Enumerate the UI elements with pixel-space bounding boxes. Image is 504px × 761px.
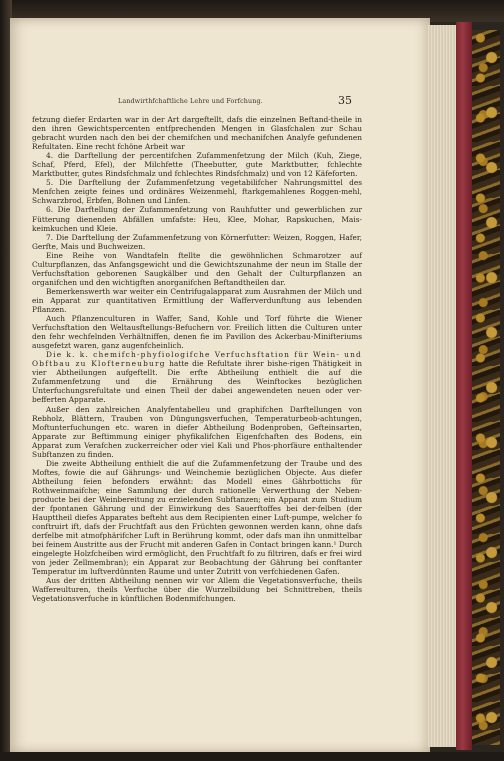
paragraph: Eine Reihe von Wandtafeln ftellte die gewöhnlichen Schmarotzer auf Culturpflanzen, das Anfangsgewicht und die Gewichtszunahme der neun im Stalle der Verfuchsftation geborenen Saugkälber und den Gehalt der Culturpflanzen an organifchen und den wichtigften anorganifchen Beftandtheilen dar. [32, 250, 362, 287]
paragraph [32, 350, 362, 404]
scan-bottom-border [0, 752, 504, 761]
paragraph: 6. Die Darftellung der Zufammenfetzung von Rauhfutter und gewerblichen zur Fütterung dienenden Abfällen umfafste: Heu, Klee, Mohar, Rapskuchen, Mais-keimkuchen und Kleie. [32, 205, 362, 233]
spaced-institution-name: Die k. k. chemifch-phyfiologifche Verfuchsftation für Wein- und Obftbau zu Klofterneuburg [32, 350, 362, 369]
marbled-endpaper [472, 30, 500, 745]
paragraph: Auch Pflanzenculturen in Waffer, Sand, Kohle und Torf führte die Wiener Verfuchsftation den Weltausftellungs-Befuchern vor. Freilich litten die Culturen unter den fehr wechfelnden Verhältniffen, denen fie im Pavillon des Ackerbau-Minifteriums ausgefetzt waren, ganz augenfcheinlich. [32, 314, 362, 351]
paragraph: Außer den zahlreichen Analyfentabelleu und graphifchen Darftellungen von Rebholz, Blättern, Trauben von Düngungsverfuchen, Temperaturbeob-achtungen, Moftunterfuchungen etc. waren in diefer Abtheilung Bodenproben, Gefteinsarten, Apparate zur Beftimmung einiger phyfikalifchen Eigenfchaften des Bodens, ein Apparat zum Verafchen zuckerreicher oder viel Kali und Phos-phorfäure enthaltender Subftanzen zu finden. [32, 404, 362, 459]
running-header: Landwirthfchaftliche Lehre und Forfchung. [118, 97, 263, 105]
paragraph-continuation: hatte die Refultate ihrer bishe-rigen Thätigkeit in vier Abtheilungen aufgeftellt. Die erfte Abtheilung enthielt die auf die Zufammenfetzung und die Ernährung des Weinftockes bezüglichen Unterfuchungsrefultate und einen Theil der dabei angewendeten neuen oder ver-befferten Apparate. [32, 359, 362, 405]
page-edges [428, 25, 456, 747]
paragraph: 4. die Darftellung der percentifchen Zufammenfetzung der Milch (Kuh, Ziege, Schaf, Pferd, Efel), der Milchfette (Theebutter, gute Marktbutter, fchlechte Marktbutter, gutes Rindsfchmalz und fchlechtes Rindsfchmalz) und von 12 Käfeforten. [32, 151, 362, 179]
paragraph: 7. Die Darftellung der Zufammenfetzung von Körnerfutter: Weizen, Roggen, Hafer, Gerfte, Mais und Buchweizen. [32, 232, 362, 251]
paragraph: Die zweite Abtheilung enthielt die auf die Zufammenfetzung der Traube und des Moftes, fowie die auf Gährungs- und Weinchemie bezüglichen Objecte. Aus diefer Abtheilung feien befonders erwähnt: das Modell eines Gährbottichs für Rothweinmaifche; eine Sammlung der durch rationelle Verwerthung der Neben-producte bei der Weinbereitung zu erzielenden Subftanzen; ein Apparat zum Studium der fpontanen Gährung und der Einwirkung des Sauerftoffes bei der-felben (der Haupttheil diefes Apparates befteht aus dem Recipienten einer Luft-pumpe, welcher fo conftruirt ift, dafs der Fruchtfaft aus den Früchten gewonnen werden kann, ohne dafs derfelbe mit atmofphärifcher Luft in Berührung kommt, oder dafs man ihn unmittelbar bei feinem Austritte aus der Frucht mit anderen Gafen in Contact bringen kann.¹ Durch eingelegte Holzfcheiben wird ermöglicht, den Fruchtfaft fo zu filtriren, dafs er frei wird von jeder Zellmembran); ein Apparat zur Beobachtung der Gährung bei conftanter Temperatur im luftverdünnten Raume und unter Zutritt von verfchiedenen Gafen. [32, 458, 362, 577]
paragraph: Bemerkenswerth war weiter ein Centrifugalapparat zum Ausrahmen der Milch und ein Apparat zur quantitativen Ermittlung der Wafferverdunftung aus lebenden Pflanzen. [32, 286, 362, 314]
paragraph: fetzung diefer Erdarten war in der Art dargeftellt, dafs die einzelnen Beftand-theile in den ihren Gewichtspercenten entfprechenden Mengen in Glasfchalen zur Schau gebracht wurden nach den bei der chemifchen und mechanifchen Analyfe gefundenen Refultaten. Eine recht fchöne Arbeit war [32, 115, 362, 152]
book-cover-edge [456, 22, 472, 750]
paragraph: Aus der dritten Abtheilung nennen wir vor Allem die Vegetationsverfuche, theils Waffereulturen, theils Verfuche über die Wurzelbildung bei Schnittreben, theils Vegetationsverfuche in künftlichen Bodenmifchungen. [32, 576, 362, 604]
page-number: 35 [338, 94, 352, 107]
body-text [32, 115, 362, 604]
paragraph: 5. Die Darftellung der Zufammenfetzung vegetabilifcher Nahrungsmittel des Menfchen zeigte feines und ordinäres Weizenmehl, ftarkgemahlenes Roggen-mehl, Schwarzbrod, Erbfen, Bohnen und Linfen. [32, 178, 362, 206]
